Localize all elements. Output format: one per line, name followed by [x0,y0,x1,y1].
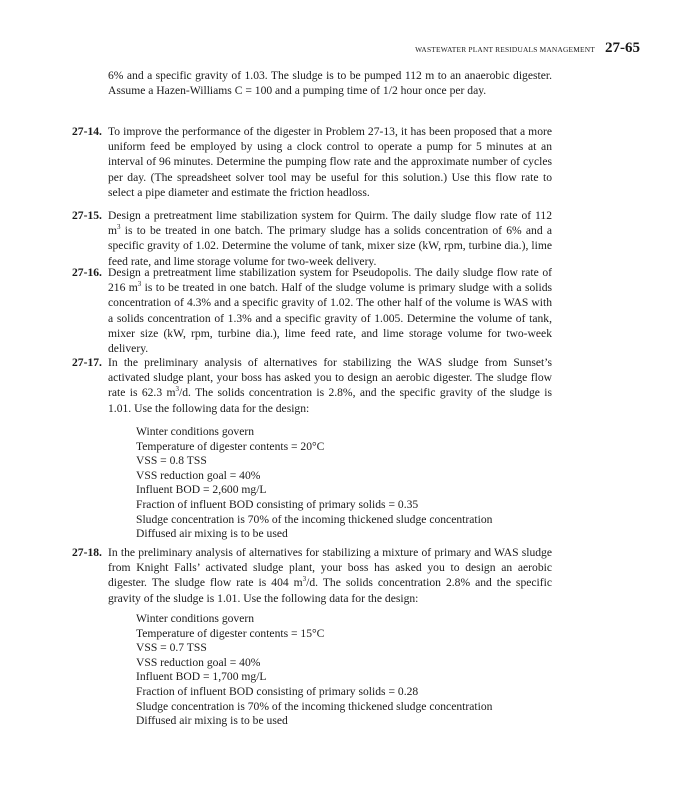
problem-text-part: In the preliminary analysis of alternatives for stabilizing the WAS sludge from Sunset’s activated sludge plant, your boss has asked you to design an aerobic digester. The sludge flow rate is 62.3 m [108,356,552,400]
problem-text-part: is to be treated in one batch. The primary sludge has a solids concentration of 6% and a specific gravity of 1.02. Determine the volume of tank, mixer size (kW, rpm, turbine dia.), lime feed rate, and lime storage volume for two-week delivery. [108,224,552,268]
page-header [300,40,640,60]
running-title: WASTEWATER PLANT RESIDUALS MANAGEMENT [415,45,595,54]
problem-number: 27-14. [72,125,102,138]
exponent: 3 [302,575,307,584]
problem-text-part: Design a pretreatment lime stabilization system for Quirm. The daily sludge flow rate of 112 m [108,209,552,238]
design-data-item: Fraction of influent BOD consisting of primary solids = 0.28 [136,684,419,698]
problem-text-part: In the preliminary analysis of alternatives for stabilizing a mixture of primary and WAS sludge from Knight Falls’ activated sludge plant, your boss has asked you to design an aerobic digester. The sludge flow rate is 404 m [108,546,552,590]
design-data-item: Sludge concentration is 70% of the incoming thickened sludge concentration [136,512,493,526]
problem-text [108,265,552,356]
design-data-item: Influent BOD = 1,700 mg/L [136,670,267,684]
page-number: 27-65 [605,40,640,56]
design-data-item: Winter conditions govern [136,425,255,438]
design-data-item: Sludge concentration is 70% of the incoming thickened sludge concentration [136,699,493,713]
problem-number: 27-16. [72,266,102,279]
problem-number: 27-18. [72,546,102,559]
problem-text-part: /d. The solids concentration 2.8% and the specific gravity of the sludge is 1.01. Use the following data for the design: [108,576,552,605]
exponent: 3 [117,223,121,232]
problem-text: To improve the performance of the digester in Problem 27-13, it has been proposed that a more uniform feed be employed by using a clock control to operate a pump for 5 minutes at an interval of 96 minutes. Determine the pumping flow rate and the approximate number of cycles per day. (The spreadsheet solver tool may be useful for this solution.) Use this flow rate to select a pipe diameter and estimate the friction headloss. [108,125,552,199]
problem-text [108,545,552,606]
problem-number: 27-17. [72,356,102,369]
problem-27-18 [72,545,552,606]
problem-number: 27-15. [72,209,102,222]
problem-text-part: Design a pretreatment lime stabilization system for Pseudopolis. The daily sludge flow rate of 216 m [108,266,552,295]
problem-27-15 [72,208,552,269]
problem-27-14 [72,124,552,200]
design-data-item: Diffused air mixing is to be used [136,714,288,728]
design-data-item: VSS reduction goal = 40% [136,655,261,669]
problem-27-13-continuation: 6% and a specific gravity of 1.03. The sludge is to be pumped 112 m to an anaerobic digester. Assume a Hazen-Williams C = 100 and a pumping time of 1/2 hour once per day. [108,69,552,98]
design-data-item: Temperature of digester contents = 20°C [136,439,325,453]
problem-text [108,208,552,269]
problem-27-16 [72,265,552,356]
exponent: 3 [175,385,180,394]
design-data-list-27-17 [136,425,556,542]
design-data-item: Winter conditions govern [136,612,255,625]
design-data-item: Fraction of influent BOD consisting of primary solids = 0.35 [136,497,419,511]
design-data-item: Influent BOD = 2,600 mg/L [136,483,267,497]
design-data-list-27-18 [136,612,556,729]
design-data-item: VSS reduction goal = 40% [136,468,261,482]
problem-text-part: is to be treated in one batch. Half of the sludge volume is primary sludge with a solids concentration of 4.3% and a specific gravity of 1.02. The other half of the volume is WAS with a solids concentration of 1.3% and a specific gravity of 1.005. Determine the volume of tank, mixer size (kW, rpm, turbine dia.), lime feed rate, and lime storage volume for two-week delivery. [108,281,553,356]
exponent: 3 [137,280,142,289]
design-data-item: Temperature of digester contents = 15°C [136,626,325,640]
problem-text-part: /d. The solids concentration is 2.8%, and the specific gravity of the sludge is 1.01. Use the following data for the design: [108,386,553,415]
problem-27-17 [72,355,552,416]
problem-text [108,355,552,416]
design-data-item: VSS = 0.7 TSS [136,641,207,655]
design-data-item: VSS = 0.8 TSS [136,454,207,468]
design-data-item: Diffused air mixing is to be used [136,527,288,541]
